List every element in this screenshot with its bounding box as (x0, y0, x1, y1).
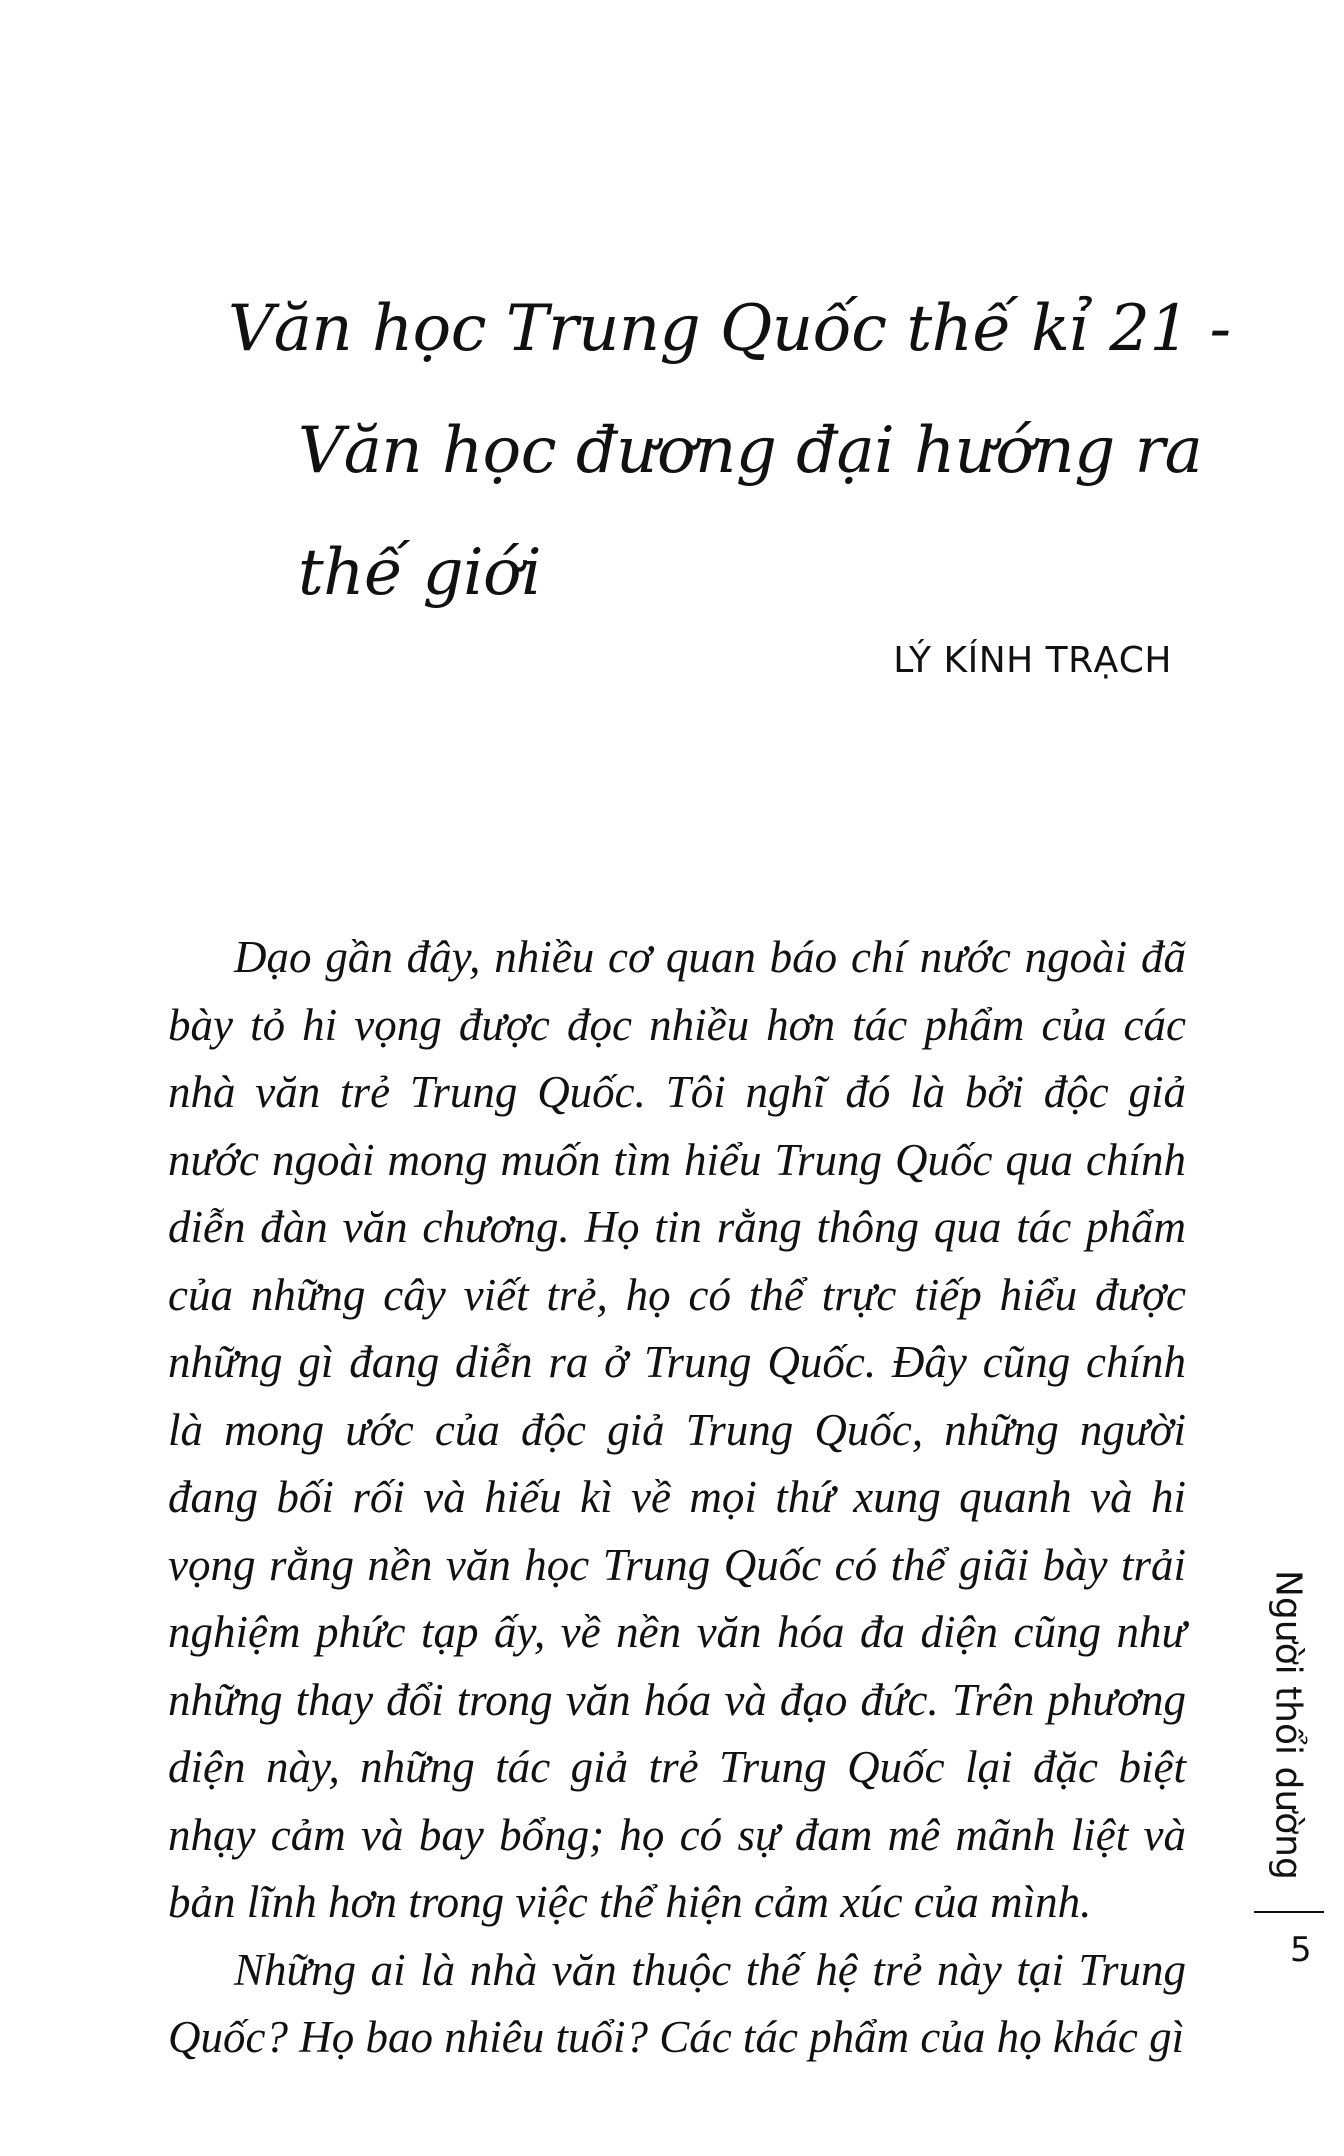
chapter-title-line-1: Văn học Trung Quốc thế kỉ 21 - (228, 292, 1231, 366)
author-name: LÝ KÍNH TRẠCH (893, 640, 1172, 681)
running-title-text: Người thổi dường (1267, 1570, 1309, 1880)
running-title (1258, 1570, 1318, 1900)
chapter-title-line-2: Văn học đương đại hướng ra (298, 414, 1203, 488)
body-text (168, 924, 1186, 2072)
page-number: 5 (1290, 1930, 1312, 1970)
paragraph-1: Dạo gần đây, nhiều cơ quan báo chí nước ngoài đã bày tỏ hi vọng được đọc nhiều hơn tác phẩm của các nhà văn trẻ Trung Quốc. Tôi nghĩ đó là bởi độc giả nước ngoài mong muốn tìm hiểu Trung Quốc qua chính diễn đàn văn chương. Họ tin rằng thông qua tác phẩm của những cây viết trẻ, họ có thể trực tiếp hiểu được những gì đang diễn ra ở Trung Quốc. Đây cũng chính là mong ước của độc giả Trung Quốc, những người đang bối rối và hiếu kì về mọi thứ xung quanh và hi vọng rằng nền văn học Trung Quốc có thể giãi bày trải nghiệm phức tạp ấy, về nền văn hóa đa diện cũng như những thay đổi trong văn hóa và đạo đức. Trên phương diện này, những tác giả trẻ Trung Quốc lại đặc biệt nhạy cảm và bay bổng; họ có sự đam mê mãnh liệt và bản lĩnh hơn trong việc thể hiện cảm xúc của mình. (168, 932, 1186, 1927)
chapter-title-line-3: thế giới (298, 536, 542, 610)
chapter-title (228, 268, 1231, 634)
paragraph-2: Những ai là nhà văn thuộc thế hệ trẻ này tại Trung Quốc? Họ bao nhiêu tuổi? Các tác phẩm của họ khác gì (168, 1944, 1186, 2062)
running-title-divider (1254, 1911, 1324, 1913)
